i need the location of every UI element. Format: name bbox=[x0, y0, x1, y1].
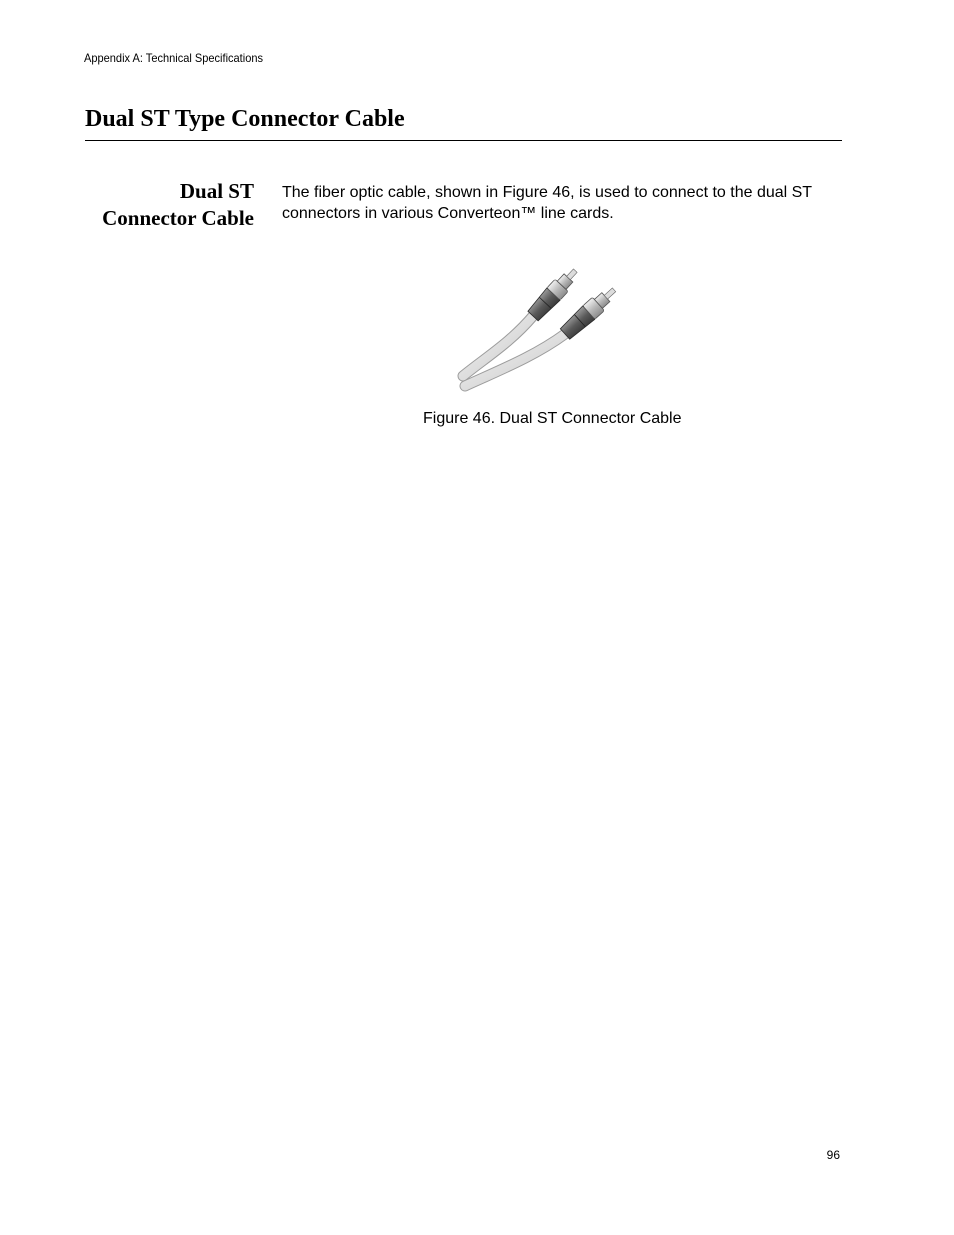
side-heading bbox=[54, 178, 254, 232]
body-paragraph: The fiber optic cable, shown in Figure 46, is used to connect to the dual ST connectors in various Converteon™ line cards. bbox=[282, 184, 812, 222]
section-title: Dual ST Type Connector Cable bbox=[85, 106, 405, 132]
page-number: 96 bbox=[826, 1148, 840, 1162]
figure-caption: Figure 46. Dual ST Connector Cable bbox=[423, 410, 682, 427]
title-rule bbox=[85, 140, 842, 141]
running-header: Appendix A: Technical Specifications bbox=[84, 51, 264, 65]
dual-st-connector-cable-illustration bbox=[455, 248, 665, 394]
side-heading-line-2: Connector Cable bbox=[102, 206, 254, 230]
side-heading-line-1: Dual ST bbox=[179, 179, 254, 203]
